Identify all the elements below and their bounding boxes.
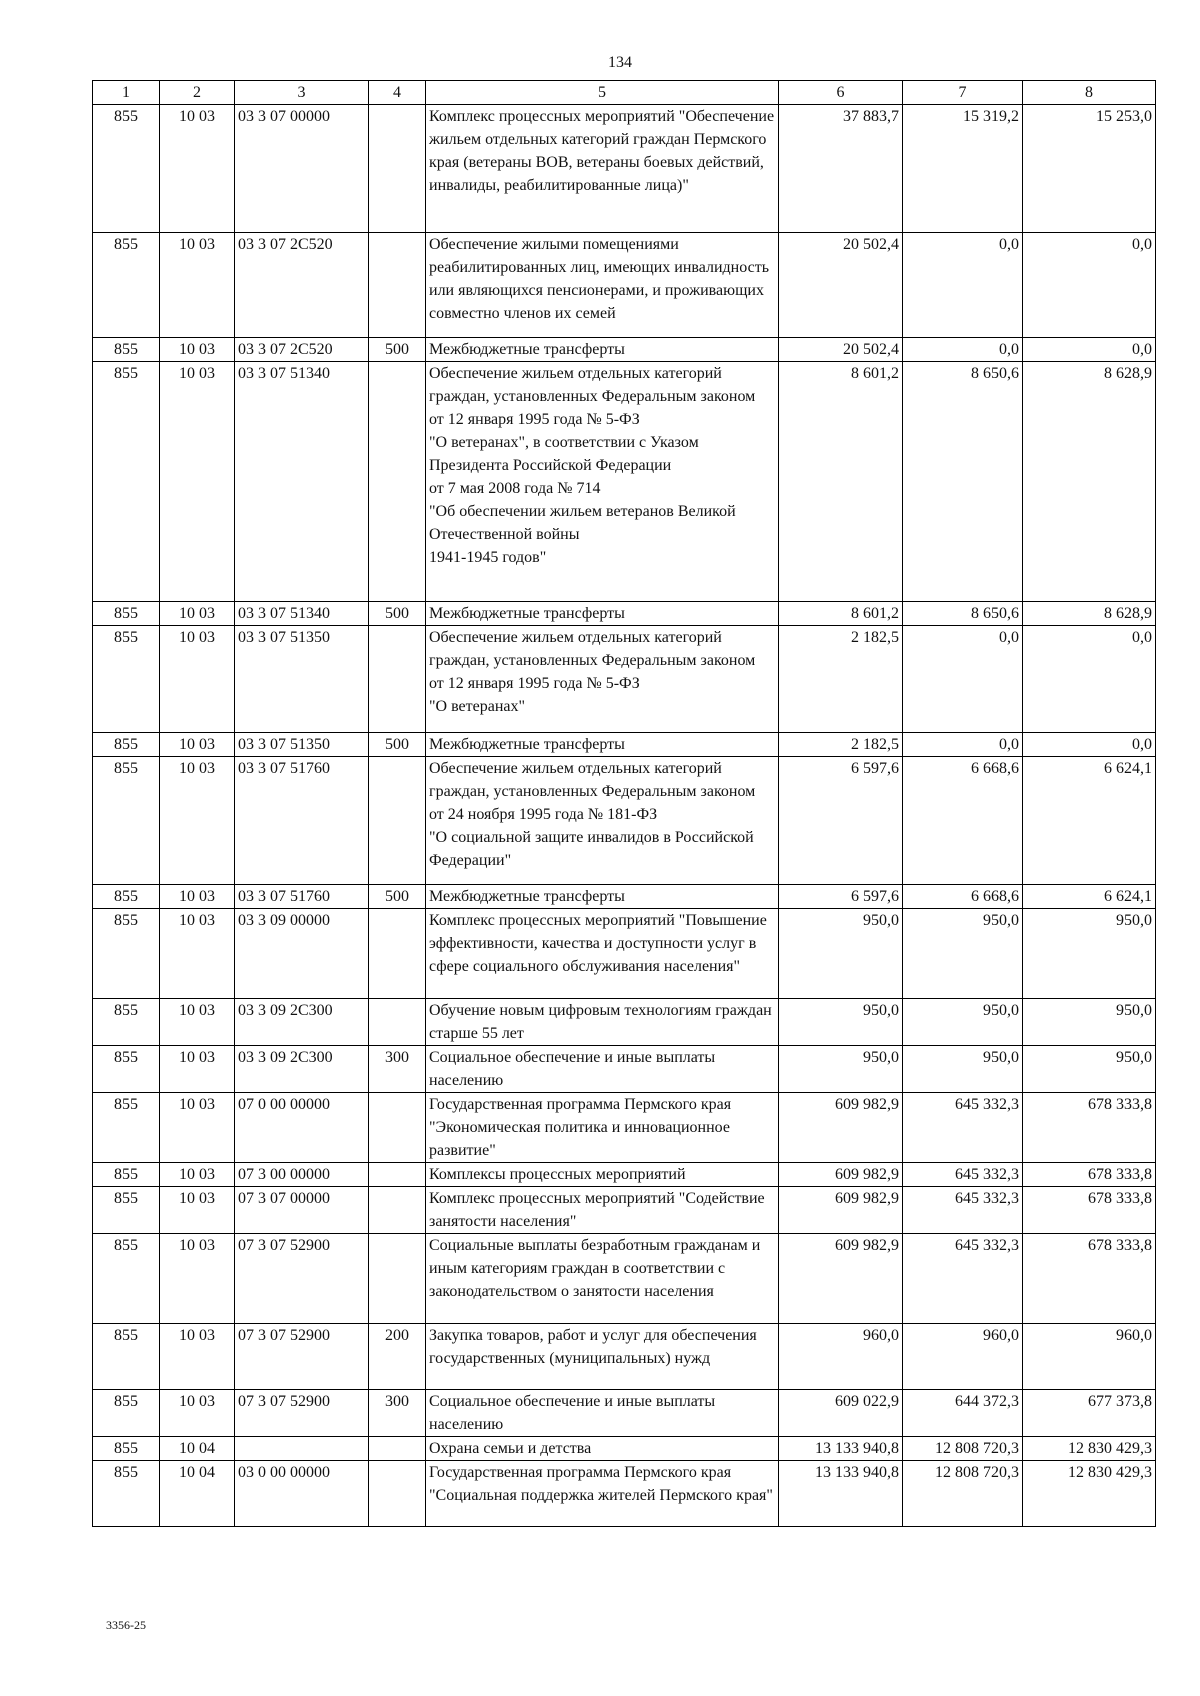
table-row [93, 1234, 1156, 1324]
target-article-cell: 07 3 07 52900 [235, 1234, 369, 1324]
amount-year1-cell: 609 982,9 [779, 1163, 903, 1187]
expense-type-cell [369, 1187, 426, 1234]
item-name-cell: Государственная программа Пермского края "Экономическая политика и инновационное развитие" [426, 1093, 779, 1163]
column-header: 6 [779, 81, 903, 105]
target-article-cell: 03 3 07 51760 [235, 757, 369, 885]
column-number-row [93, 81, 1156, 105]
table-row [93, 362, 1156, 602]
target-article-cell: 03 3 07 51760 [235, 885, 369, 909]
admin-code-cell: 855 [93, 999, 160, 1046]
target-article-cell: 03 3 07 00000 [235, 105, 369, 233]
table-row [93, 1093, 1156, 1163]
expense-type-cell: 300 [369, 1390, 426, 1437]
table-row [93, 1187, 1156, 1234]
table-row [93, 1324, 1156, 1390]
table-row [93, 885, 1156, 909]
admin-code-cell: 855 [93, 233, 160, 338]
amount-year2-cell: 950,0 [903, 909, 1023, 999]
section-code-cell: 10 03 [160, 1390, 235, 1437]
target-article-cell: 03 0 00 00000 [235, 1461, 369, 1527]
section-code-cell: 10 03 [160, 1093, 235, 1163]
amount-year2-cell: 950,0 [903, 1046, 1023, 1093]
admin-code-cell: 855 [93, 1093, 160, 1163]
table-row [93, 1390, 1156, 1437]
expense-type-cell [369, 1461, 426, 1527]
table-row [93, 338, 1156, 362]
section-code-cell: 10 03 [160, 233, 235, 338]
document-code: 3356-25 [106, 1618, 146, 1632]
amount-year2-cell: 8 650,6 [903, 602, 1023, 626]
target-article-cell: 07 0 00 00000 [235, 1093, 369, 1163]
admin-code-cell: 855 [93, 602, 160, 626]
admin-code-cell: 855 [93, 1437, 160, 1461]
amount-year3-cell: 678 333,8 [1023, 1163, 1156, 1187]
column-header: 8 [1023, 81, 1156, 105]
page-number: 134 [608, 54, 632, 71]
item-name-cell: Межбюджетные трансферты [426, 338, 779, 362]
expense-type-cell [369, 757, 426, 885]
admin-code-cell: 855 [93, 1163, 160, 1187]
table-row [93, 733, 1156, 757]
table-row [93, 757, 1156, 885]
item-name-cell: Комплекс процессных мероприятий "Обеспечение жильем отдельных категорий граждан Пермского края (ветераны ВОВ, ветераны боевых действий, инвалиды, реабилитированные лица)" [426, 105, 779, 233]
section-code-cell: 10 03 [160, 626, 235, 733]
expense-type-cell [369, 909, 426, 999]
item-name-cell: Обеспечение жилыми помещениями реабилитированных лиц, имеющих инвалидность или являющихся пенсионерами, и проживающих совместно членов их семей [426, 233, 779, 338]
item-name-cell: Охрана семьи и детства [426, 1437, 779, 1461]
item-name-cell: Социальные выплаты безработным гражданам и иным категориям граждан в соответствии с законодательством о занятости населения [426, 1234, 779, 1324]
admin-code-cell: 855 [93, 757, 160, 885]
section-code-cell: 10 03 [160, 362, 235, 602]
section-code-cell: 10 03 [160, 1234, 235, 1324]
section-code-cell: 10 03 [160, 909, 235, 999]
amount-year2-cell: 950,0 [903, 999, 1023, 1046]
amount-year1-cell: 6 597,6 [779, 757, 903, 885]
item-name-cell: Межбюджетные трансферты [426, 733, 779, 757]
admin-code-cell: 855 [93, 1187, 160, 1234]
target-article-cell [235, 1437, 369, 1461]
amount-year1-cell: 13 133 940,8 [779, 1437, 903, 1461]
amount-year2-cell: 6 668,6 [903, 885, 1023, 909]
column-header: 1 [93, 81, 160, 105]
amount-year3-cell: 8 628,9 [1023, 362, 1156, 602]
table-row [93, 1437, 1156, 1461]
admin-code-cell: 855 [93, 909, 160, 999]
item-name-cell: Обеспечение жильем отдельных категорий граждан, установленных Федеральным законом от 12 января 1995 года № 5-ФЗ "О ветеранах", в соответствии с Указом Президента Российской Федерации от 7 мая 2008 года № 714 "Об обеспечении жильем ветеранов Великой Отечественной войны 1941-1945 годов" [426, 362, 779, 602]
expense-type-cell [369, 999, 426, 1046]
target-article-cell: 03 3 09 2С300 [235, 999, 369, 1046]
section-code-cell: 10 03 [160, 105, 235, 233]
column-header: 3 [235, 81, 369, 105]
expense-type-cell: 300 [369, 1046, 426, 1093]
amount-year3-cell: 0,0 [1023, 733, 1156, 757]
amount-year1-cell: 609 982,9 [779, 1093, 903, 1163]
amount-year3-cell: 12 830 429,3 [1023, 1437, 1156, 1461]
expense-type-cell [369, 233, 426, 338]
amount-year2-cell: 0,0 [903, 626, 1023, 733]
amount-year1-cell: 609 982,9 [779, 1187, 903, 1234]
expense-type-cell: 500 [369, 338, 426, 362]
expense-type-cell [369, 626, 426, 733]
amount-year2-cell: 0,0 [903, 338, 1023, 362]
amount-year3-cell: 0,0 [1023, 338, 1156, 362]
admin-code-cell: 855 [93, 362, 160, 602]
target-article-cell: 03 3 07 51350 [235, 626, 369, 733]
amount-year3-cell: 6 624,1 [1023, 885, 1156, 909]
section-code-cell: 10 03 [160, 1187, 235, 1234]
section-code-cell: 10 03 [160, 999, 235, 1046]
amount-year3-cell: 8 628,9 [1023, 602, 1156, 626]
amount-year2-cell: 645 332,3 [903, 1163, 1023, 1187]
section-code-cell: 10 04 [160, 1437, 235, 1461]
section-code-cell: 10 03 [160, 1324, 235, 1390]
admin-code-cell: 855 [93, 1390, 160, 1437]
amount-year1-cell: 20 502,4 [779, 233, 903, 338]
amount-year1-cell: 950,0 [779, 1046, 903, 1093]
amount-year2-cell: 8 650,6 [903, 362, 1023, 602]
amount-year2-cell: 645 332,3 [903, 1187, 1023, 1234]
admin-code-cell: 855 [93, 105, 160, 233]
section-code-cell: 10 04 [160, 1461, 235, 1527]
amount-year3-cell: 678 333,8 [1023, 1187, 1156, 1234]
item-name-cell: Комплексы процессных мероприятий [426, 1163, 779, 1187]
target-article-cell: 07 3 00 00000 [235, 1163, 369, 1187]
item-name-cell: Обеспечение жильем отдельных категорий граждан, установленных Федеральным законом от 24 ноября 1995 года № 181-ФЗ "О социальной защите инвалидов в Российской Федерации" [426, 757, 779, 885]
admin-code-cell: 855 [93, 1234, 160, 1324]
table-row [93, 233, 1156, 338]
amount-year1-cell: 950,0 [779, 999, 903, 1046]
target-article-cell: 03 3 07 2С520 [235, 338, 369, 362]
expense-type-cell: 200 [369, 1324, 426, 1390]
target-article-cell: 07 3 07 00000 [235, 1187, 369, 1234]
amount-year2-cell: 960,0 [903, 1324, 1023, 1390]
amount-year3-cell: 15 253,0 [1023, 105, 1156, 233]
amount-year2-cell: 12 808 720,3 [903, 1461, 1023, 1527]
table-row [93, 1461, 1156, 1527]
admin-code-cell: 855 [93, 885, 160, 909]
amount-year2-cell: 645 332,3 [903, 1093, 1023, 1163]
expense-type-cell [369, 1234, 426, 1324]
section-code-cell: 10 03 [160, 602, 235, 626]
item-name-cell: Социальное обеспечение и иные выплаты населению [426, 1046, 779, 1093]
amount-year1-cell: 2 182,5 [779, 733, 903, 757]
target-article-cell: 03 3 07 51350 [235, 733, 369, 757]
amount-year1-cell: 37 883,7 [779, 105, 903, 233]
amount-year2-cell: 15 319,2 [903, 105, 1023, 233]
item-name-cell: Социальное обеспечение и иные выплаты населению [426, 1390, 779, 1437]
amount-year3-cell: 950,0 [1023, 909, 1156, 999]
amount-year2-cell: 644 372,3 [903, 1390, 1023, 1437]
expense-type-cell [369, 105, 426, 233]
amount-year1-cell: 960,0 [779, 1324, 903, 1390]
section-code-cell: 10 03 [160, 885, 235, 909]
amount-year1-cell: 2 182,5 [779, 626, 903, 733]
section-code-cell: 10 03 [160, 757, 235, 885]
item-name-cell: Закупка товаров, работ и услуг для обеспечения государственных (муниципальных) нужд [426, 1324, 779, 1390]
amount-year2-cell: 6 668,6 [903, 757, 1023, 885]
table-row [93, 602, 1156, 626]
target-article-cell: 07 3 07 52900 [235, 1324, 369, 1390]
amount-year1-cell: 609 982,9 [779, 1234, 903, 1324]
amount-year3-cell: 678 333,8 [1023, 1234, 1156, 1324]
amount-year2-cell: 0,0 [903, 733, 1023, 757]
table-row [93, 1046, 1156, 1093]
amount-year1-cell: 20 502,4 [779, 338, 903, 362]
expense-type-cell: 500 [369, 885, 426, 909]
amount-year3-cell: 0,0 [1023, 626, 1156, 733]
target-article-cell: 03 3 07 2С520 [235, 233, 369, 338]
amount-year3-cell: 677 373,8 [1023, 1390, 1156, 1437]
amount-year1-cell: 950,0 [779, 909, 903, 999]
amount-year3-cell: 950,0 [1023, 1046, 1156, 1093]
item-name-cell: Межбюджетные трансферты [426, 885, 779, 909]
column-header: 5 [426, 81, 779, 105]
amount-year1-cell: 609 022,9 [779, 1390, 903, 1437]
amount-year3-cell: 6 624,1 [1023, 757, 1156, 885]
amount-year3-cell: 950,0 [1023, 999, 1156, 1046]
item-name-cell: Комплекс процессных мероприятий "Содействие занятости населения" [426, 1187, 779, 1234]
amount-year1-cell: 8 601,2 [779, 602, 903, 626]
amount-year3-cell: 12 830 429,3 [1023, 1461, 1156, 1527]
item-name-cell: Государственная программа Пермского края "Социальная поддержка жителей Пермского края" [426, 1461, 779, 1527]
target-article-cell: 03 3 07 51340 [235, 602, 369, 626]
expense-type-cell [369, 362, 426, 602]
admin-code-cell: 855 [93, 733, 160, 757]
expense-type-cell: 500 [369, 602, 426, 626]
expense-type-cell [369, 1093, 426, 1163]
amount-year1-cell: 13 133 940,8 [779, 1461, 903, 1527]
budget-table [92, 80, 1156, 1527]
item-name-cell: Межбюджетные трансферты [426, 602, 779, 626]
expense-type-cell: 500 [369, 733, 426, 757]
column-header: 2 [160, 81, 235, 105]
table-row [93, 105, 1156, 233]
expense-type-cell [369, 1437, 426, 1461]
amount-year2-cell: 645 332,3 [903, 1234, 1023, 1324]
section-code-cell: 10 03 [160, 1046, 235, 1093]
section-code-cell: 10 03 [160, 338, 235, 362]
table-row [93, 1163, 1156, 1187]
target-article-cell: 03 3 09 00000 [235, 909, 369, 999]
item-name-cell: Обеспечение жильем отдельных категорий граждан, установленных Федеральным законом от 12 января 1995 года № 5-ФЗ "О ветеранах" [426, 626, 779, 733]
amount-year2-cell: 0,0 [903, 233, 1023, 338]
amount-year1-cell: 6 597,6 [779, 885, 903, 909]
amount-year2-cell: 12 808 720,3 [903, 1437, 1023, 1461]
section-code-cell: 10 03 [160, 1163, 235, 1187]
amount-year1-cell: 8 601,2 [779, 362, 903, 602]
admin-code-cell: 855 [93, 1324, 160, 1390]
item-name-cell: Обучение новым цифровым технологиям граждан старше 55 лет [426, 999, 779, 1046]
table-row [93, 626, 1156, 733]
amount-year3-cell: 0,0 [1023, 233, 1156, 338]
column-header: 7 [903, 81, 1023, 105]
admin-code-cell: 855 [93, 338, 160, 362]
target-article-cell: 03 3 09 2С300 [235, 1046, 369, 1093]
target-article-cell: 03 3 07 51340 [235, 362, 369, 602]
item-name-cell: Комплекс процессных мероприятий "Повышение эффективности, качества и доступности услуг в сфере социального обслуживания населения" [426, 909, 779, 999]
table-row [93, 909, 1156, 999]
column-header: 4 [369, 81, 426, 105]
target-article-cell: 07 3 07 52900 [235, 1390, 369, 1437]
amount-year3-cell: 678 333,8 [1023, 1093, 1156, 1163]
table-row [93, 999, 1156, 1046]
expense-type-cell [369, 1163, 426, 1187]
amount-year3-cell: 960,0 [1023, 1324, 1156, 1390]
admin-code-cell: 855 [93, 1461, 160, 1527]
admin-code-cell: 855 [93, 1046, 160, 1093]
admin-code-cell: 855 [93, 626, 160, 733]
section-code-cell: 10 03 [160, 733, 235, 757]
